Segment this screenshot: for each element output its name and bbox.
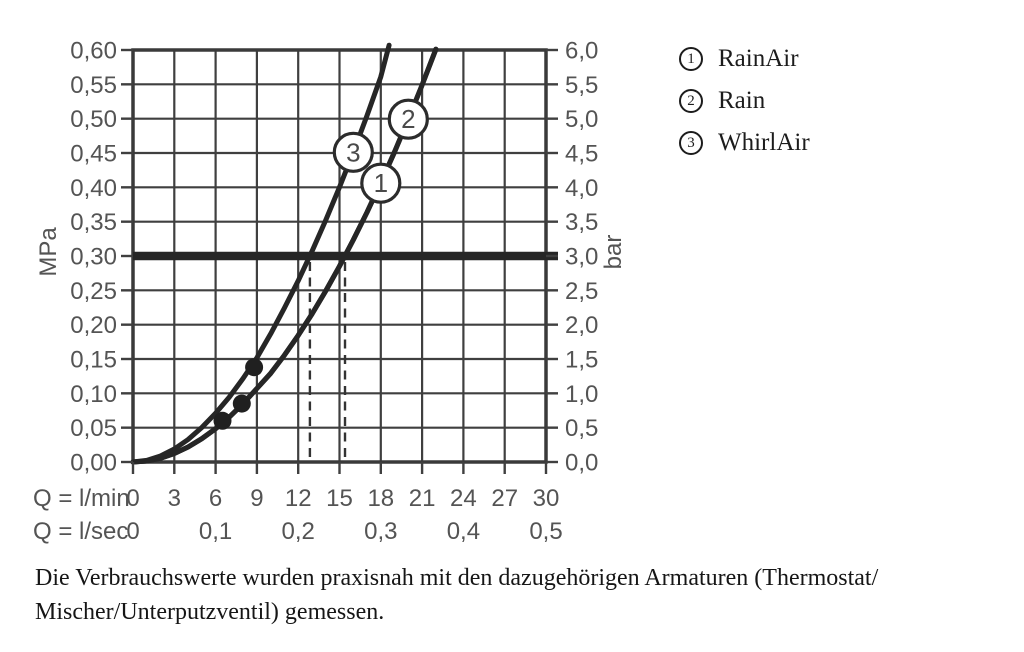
legend-number-2-icon: 2 bbox=[679, 89, 703, 113]
x-tick-label-lsec: 0,5 bbox=[529, 518, 563, 545]
legend-item-rain bbox=[679, 87, 810, 115]
y-axis-right-unit: bar bbox=[600, 234, 627, 270]
y-tick-label-bar: 3,5 bbox=[565, 209, 599, 237]
y-tick-label-bar: 2,0 bbox=[565, 312, 599, 340]
legend-item-rainair bbox=[679, 45, 810, 73]
caption-line-1: Die Verbrauchswerte wurden praxisnah mit den dazugehörigen Armaturen (Thermostat/ bbox=[35, 565, 879, 591]
x-axis-unit-lsec: Q = l/sec bbox=[33, 518, 129, 545]
y-tick-label-mpa: 0,50 bbox=[70, 106, 117, 134]
x-tick-label-lmin: 3 bbox=[167, 485, 181, 512]
y-tick-label-bar: 0,0 bbox=[565, 449, 599, 477]
y-tick-label-mpa: 0,60 bbox=[70, 37, 117, 65]
y-tick-label-mpa: 0,05 bbox=[70, 415, 117, 443]
x-tick-label-lmin: 12 bbox=[284, 485, 312, 512]
legend-number-3-icon: 3 bbox=[679, 131, 703, 155]
measured-point bbox=[214, 412, 232, 430]
x-tick-label-lsec: 0,1 bbox=[198, 518, 233, 545]
y-tick-label-mpa: 0,35 bbox=[70, 209, 117, 237]
x-tick-label-lsec: 0,3 bbox=[364, 518, 398, 545]
legend-label-rain: Rain bbox=[718, 87, 766, 114]
curve-label-number-3: 3 bbox=[346, 137, 361, 168]
x-tick-label-lmin: 9 bbox=[250, 485, 264, 512]
x-tick-label-lmin: 18 bbox=[367, 485, 395, 512]
legend-item-whirlair bbox=[679, 129, 810, 157]
y-tick-label-bar: 3,0 bbox=[565, 243, 599, 271]
measured-point bbox=[245, 358, 263, 376]
y-tick-label-mpa: 0,20 bbox=[70, 312, 117, 340]
x-tick-label-lsec: 0,4 bbox=[446, 518, 481, 545]
y-tick-label-bar: 0,5 bbox=[565, 415, 599, 443]
y-tick-label-bar: 4,5 bbox=[565, 140, 599, 168]
x-tick-label-lmin: 0 bbox=[126, 485, 140, 512]
legend-label-whirlair: WhirlAir bbox=[718, 129, 810, 156]
x-tick-label-lmin: 27 bbox=[491, 485, 519, 512]
caption-line-2: Mischer/Unterputzventil) gemessen. bbox=[35, 599, 385, 625]
y-axis-left-unit: MPa bbox=[35, 227, 62, 277]
curve-label-number-2: 2 bbox=[401, 104, 416, 135]
legend-label-rainair: RainAir bbox=[718, 45, 799, 72]
y-tick-label-mpa: 0,55 bbox=[70, 71, 117, 99]
y-tick-label-mpa: 0,15 bbox=[70, 346, 117, 374]
x-axis-unit-lmin: Q = l/min bbox=[33, 485, 130, 512]
y-tick-label-bar: 4,0 bbox=[565, 174, 599, 202]
y-tick-label-bar: 2,5 bbox=[565, 277, 599, 305]
y-tick-label-mpa: 0,25 bbox=[70, 277, 117, 305]
x-tick-label-lmin: 30 bbox=[532, 485, 560, 512]
legend-number-1-icon: 1 bbox=[679, 47, 703, 71]
y-tick-label-mpa: 0,40 bbox=[70, 174, 117, 202]
measured-point bbox=[233, 395, 251, 413]
y-tick-label-bar: 5,5 bbox=[565, 71, 599, 99]
y-tick-label-bar: 5,0 bbox=[565, 106, 599, 134]
x-tick-label-lmin: 21 bbox=[408, 485, 436, 512]
y-tick-label-bar: 6,0 bbox=[565, 37, 599, 65]
curve-label-number-1: 1 bbox=[373, 168, 389, 199]
caption bbox=[35, 561, 995, 629]
y-tick-label-mpa: 0,00 bbox=[70, 449, 117, 477]
y-tick-label-mpa: 0,10 bbox=[70, 380, 117, 408]
x-tick-label-lsec: 0,2 bbox=[281, 518, 315, 545]
x-tick-label-lmin: 6 bbox=[208, 485, 223, 512]
y-tick-label-bar: 1,5 bbox=[565, 346, 599, 374]
x-tick-label-lmin: 15 bbox=[326, 485, 353, 512]
legend bbox=[679, 45, 810, 157]
x-tick-label-lmin: 24 bbox=[450, 485, 477, 512]
y-tick-label-mpa: 0,45 bbox=[70, 140, 117, 168]
x-tick-label-lsec: 0 bbox=[126, 518, 140, 545]
y-tick-label-mpa: 0,30 bbox=[70, 243, 117, 271]
y-tick-label-bar: 1,0 bbox=[565, 380, 599, 408]
